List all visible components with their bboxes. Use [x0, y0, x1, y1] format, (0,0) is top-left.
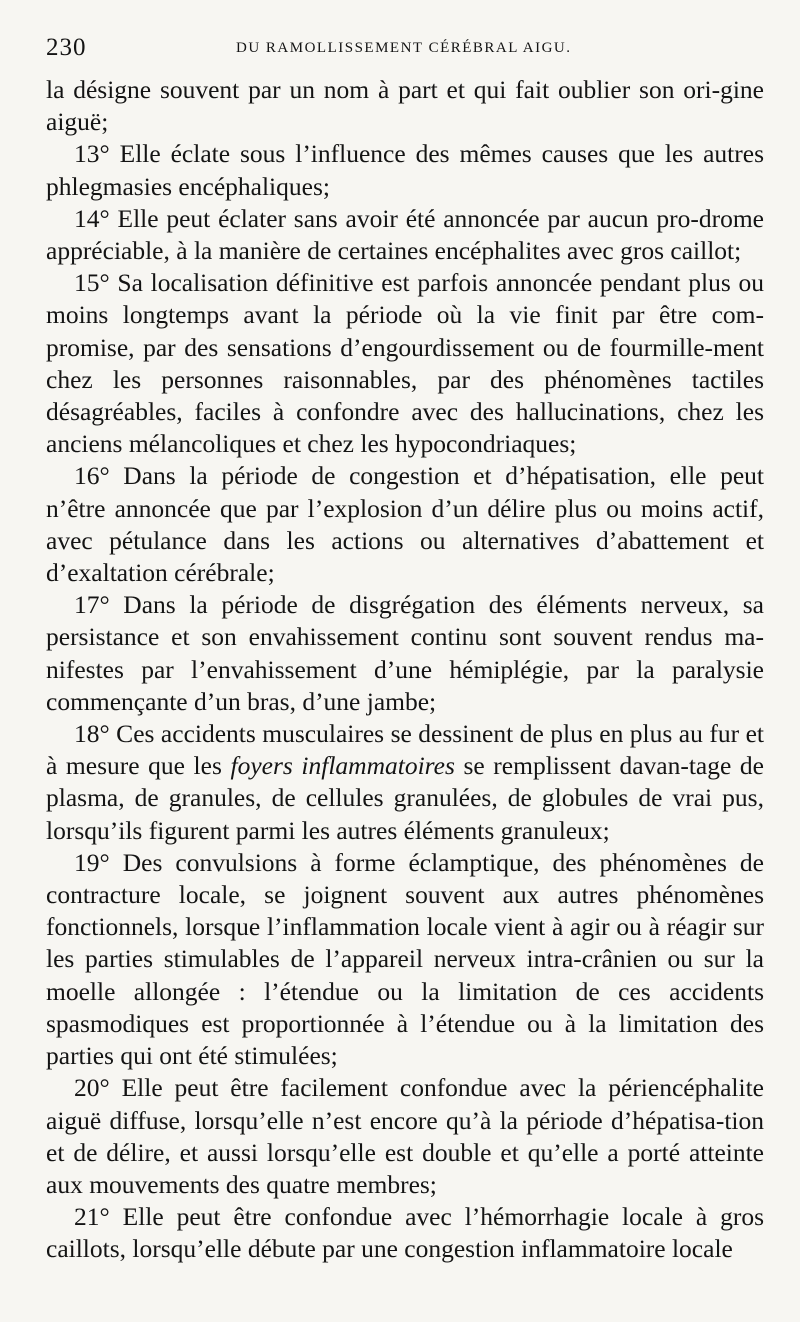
paragraph-p17: [46, 589, 764, 718]
text-run: 21° Elle peut être confondue avec l’hémorrhagie locale à gros caillots, lorsqu’elle débute par une congestion inflammatoire locale: [46, 1202, 764, 1264]
paragraph-p18: [46, 718, 764, 847]
text-run: 13° Elle éclate sous l’influence des mêmes causes que les autres phlegmasies encéphaliques;: [46, 139, 764, 201]
paragraph-p20: [46, 1072, 764, 1201]
text-run: 15° Sa localisation définitive est parfois annoncée pendant plus ou moins longtemps avant la période où la vie finit par être com-promise, par des sensations d’engourdissement ou de fourmille-ment chez les personnes raisonnables, par des phénomènes tactiles désagréables, faciles à confondre avec des hallucinations, chez les anciens mélancoliques et chez les hypocondriaques;: [46, 268, 764, 459]
text-run: 18° Ces accidents musculaires se dessinent de plus en plus au fur et à mesure que les: [46, 719, 764, 781]
paragraph-p16: [46, 460, 764, 589]
paragraph-p15: [46, 267, 764, 460]
running-head: DU RAMOLLISSEMENT CÉRÉBRAL AIGU.: [236, 40, 572, 56]
italic-phrase: foyers inflammatoires: [230, 751, 455, 781]
page-number: 230: [46, 34, 87, 61]
paragraph-p14: [46, 203, 764, 267]
text-run: la désigne souvent par un nom à part et qui fait oublier son ori-gine aiguë;: [46, 75, 764, 137]
page-header: [46, 32, 764, 74]
paragraph-p21: [46, 1201, 764, 1265]
paragraph-p19: [46, 847, 764, 1072]
text-run: 19° Des convulsions à forme éclamptique, des phénomènes de contracture locale, se joignent souvent aux autres phénomènes fonctionnels, lorsque l’inflammation locale vient à agir ou à réagir sur les parties stimulables de l’appareil nerveux intra-crânien ou sur la moelle allongée : l’étendue ou la limitation de ces accidents spasmodiques est proportionnée à l’étendue ou à la limitation des parties qui ont été stimulées;: [46, 847, 764, 1071]
paragraph-p0: [46, 74, 764, 138]
text-run: 17° Dans la période de disgrégation des éléments nerveux, sa persistance et son envahissement continu sont souvent rendus ma-nifestes par l’envahissement d’une hémiplégie, par la paralysie commençante d’un bras, d’une jambe;: [46, 590, 764, 716]
text-run: 14° Elle peut éclater sans avoir été annoncée par aucun pro-drome appréciable, à la manière de certaines encéphalites avec gros caillot;: [46, 203, 764, 266]
paragraph-p13: [46, 138, 764, 202]
text-run: se remplissent davan-tage de plasma, de granules, de cellules granulées, de globules de vrai pus, lorsqu’ils figurent parmi les autres éléments granuleux;: [46, 751, 764, 845]
text-run: 20° Elle peut être facilement confondue avec la périencéphalite aiguë diffuse, lorsqu’elle n’est encore qu’à la période d’hépatisa-tion et de délire, et aussi lorsqu’elle est double et qu’elle a porté atteinte aux mouvements des quatre membres;: [46, 1073, 764, 1199]
text-run: 16° Dans la période de congestion et d’hépatisation, elle peut n’être annoncée que par l’explosion d’un délire plus ou moins actif, avec pétulance dans les actions ou alternatives d’abattement et d’exaltation cérébrale;: [46, 461, 764, 588]
body-text: [46, 74, 764, 1266]
